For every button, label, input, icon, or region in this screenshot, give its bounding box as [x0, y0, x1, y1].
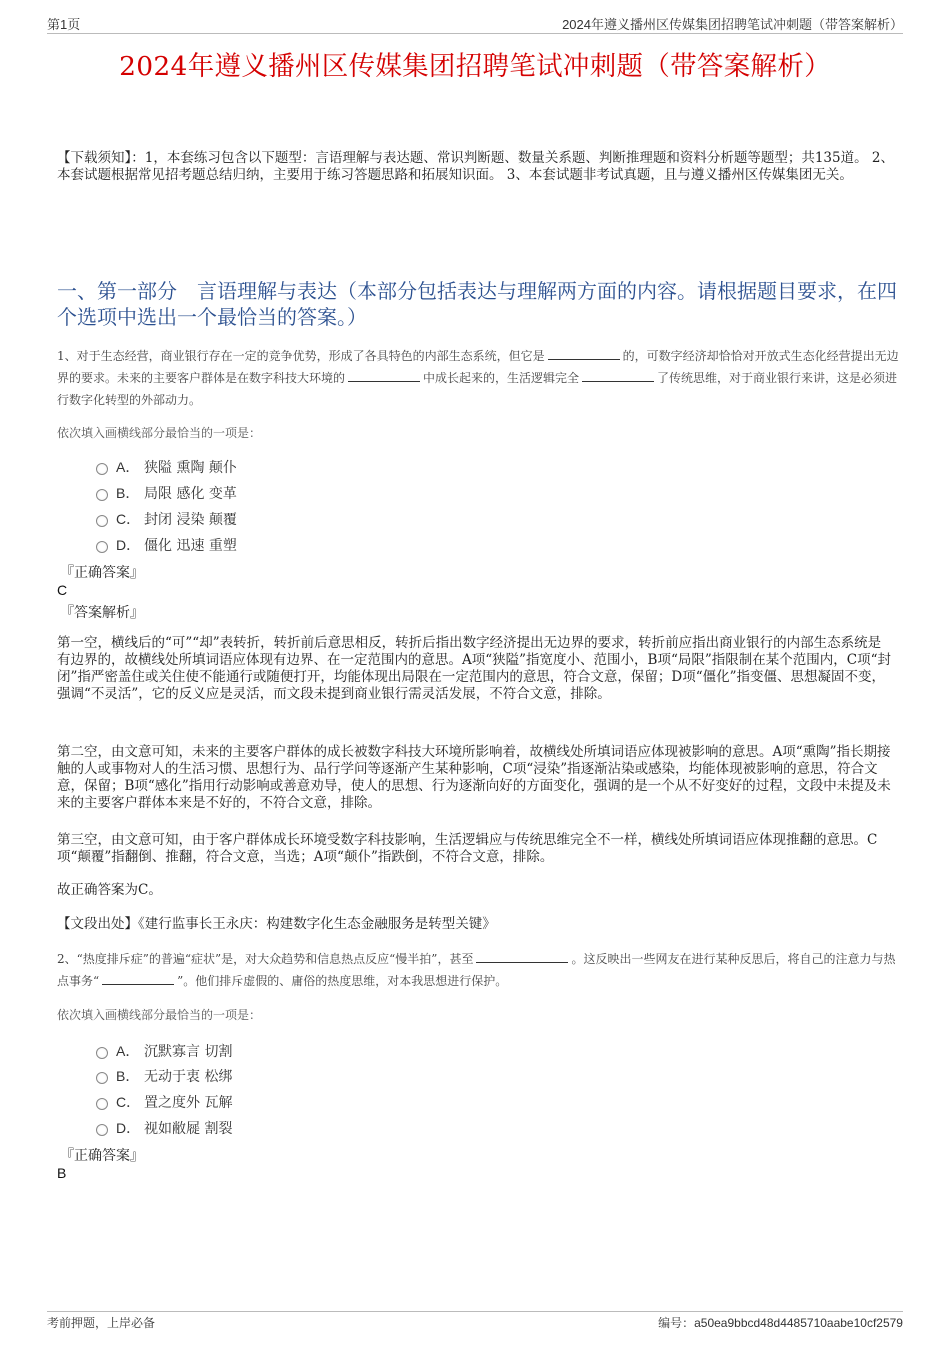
q1-option-b[interactable]: [96, 483, 237, 503]
q2-option-b[interactable]: [96, 1066, 232, 1086]
radio-icon[interactable]: [96, 541, 108, 553]
q2-text-part1: 2、“热度排斥症”的普遍“症状”是，对大众趋势和信息热点反应“慢半拍”，甚至: [57, 952, 474, 966]
option-text: 沉默寡言 切割: [144, 1044, 233, 1060]
q2-text-part2: 。这反映出一些网友在进行某种反思后，将自己的注意力与热点事务“: [57, 952, 896, 988]
q1-analysis-paragraph: 故正确答案为C。: [57, 882, 162, 898]
footer-slogan: 考前押题，上岸必备: [47, 1316, 156, 1330]
q1-option-a[interactable]: [96, 457, 237, 477]
radio-icon[interactable]: [96, 1072, 108, 1084]
page-number: 第1页: [47, 17, 81, 32]
option-text: 僵化 迅速 重塑: [144, 538, 237, 554]
header-doc-title: 2024年遵义播州区传媒集团招聘笔试冲刺题（带答案解析）: [562, 17, 903, 32]
q2-blank-2: [102, 973, 174, 985]
radio-icon[interactable]: [96, 1047, 108, 1059]
q1-answer: C: [57, 582, 68, 598]
question-2-stem: [57, 948, 902, 992]
section-heading: 一、第一部分 言语理解与表达（本部分包括表达与理解两方面的内容。请根据题目要求，在四个选项中选出一个最恰当的答案。）: [57, 279, 897, 329]
option-text: 视如敝屣 割裂: [144, 1121, 233, 1137]
q2-option-d[interactable]: [96, 1118, 232, 1138]
q1-text-part2: 的，可数字经济却恰恰对开放式生态化经营提出无边界的要求。未来的主要客户群体是在数字科技大环境的: [57, 349, 899, 385]
q1-blank-2: [348, 370, 420, 382]
q1-text-part4: 了传统思维，对于商业银行来讲，这是必须进行数字化转型的外部动力。: [57, 371, 898, 407]
q1-text-part3: 中成长起来的，生活逻辑完全: [423, 371, 580, 385]
footer-divider: [47, 1311, 903, 1312]
q1-analysis-label: 『答案解析』: [60, 605, 144, 621]
q1-option-c[interactable]: [96, 509, 237, 529]
radio-icon[interactable]: [96, 489, 108, 501]
option-letter: C．: [116, 1094, 141, 1110]
q2-answer: B: [57, 1165, 67, 1181]
option-text: 无动于衷 松绑: [144, 1069, 233, 1085]
q2-option-a[interactable]: [96, 1041, 232, 1061]
option-letter: D．: [116, 537, 141, 553]
option-letter: C．: [116, 511, 141, 527]
option-text: 封闭 浸染 颠覆: [144, 512, 237, 528]
option-text: 置之度外 瓦解: [144, 1095, 233, 1111]
header-divider: [47, 33, 903, 34]
footer-doc-id: 编号：a50ea9bbcd48d4485710aabe10cf2579: [658, 1316, 903, 1330]
q1-answer-label: 『正确答案』: [60, 565, 144, 581]
option-letter: A．: [116, 459, 140, 475]
radio-icon[interactable]: [96, 463, 108, 475]
option-letter: D．: [116, 1120, 141, 1136]
radio-icon[interactable]: [96, 515, 108, 527]
download-notice: 【下载须知】：1，本套练习包含以下题型：言语理解与表达题、常识判断题、数量关系题、判断推理题和资料分析题等题型；共135道。 2、本套试题根据常见招考题总结归纳，主要用于练习答题思路和拓展知识面。 3、本套试题非考试真题，且与遵义播州区传媒集团无关。: [57, 150, 894, 183]
radio-icon[interactable]: [96, 1098, 108, 1110]
option-text: 局限 感化 变革: [144, 486, 237, 502]
option-letter: B．: [116, 1068, 140, 1084]
radio-icon[interactable]: [96, 1124, 108, 1136]
q1-text-part1: 1、对于生态经营，商业银行存在一定的竞争优势，形成了各具特色的内部生态系统，但它是: [57, 349, 545, 363]
q1-analysis-paragraph: 第二空，由文意可知，未来的主要客户群体的成长被数字科技大环境所影响着，故横线处所填词语应体现被影响的意思。A项“熏陶”指长期接触的人或事物对人的生活习惯、思想行为、品行学问等逐渐产生某种影响，C项“浸染”指逐渐沾染或感染，均能体现被影响的意思，符合文意，保留；B项“感化”指用行动影响或善意劝导，使人的思想、行为逐渐向好的方面变化，强调的是一个从不好变好的过程，文段中未提及未来的主要客户群体本来是不好的，不符合文意，排除。: [57, 744, 891, 811]
q1-option-d[interactable]: [96, 535, 237, 555]
option-letter: A．: [116, 1043, 140, 1059]
q1-analysis-paragraph: 第一空，横线后的“可”“却”表转折，转折前后意思相反，转折后指出数字经济提出无边界的要求，转折前应指出商业银行的内部生态系统是有边界的，故横线处所填词语应体现有边界、在一定范围内的意思。A项“狭隘”指宽度小、范围小，B项“局限”指限制在某个范围内，C项“封闭”指严密盖住或关住使不能通行或随便打开，均能体现出局限在一定范围内的意思，符合文意，保留；D项“僵化”指变僵、思想凝固不变，强调“不灵活”，它的反义应是灵活，而文段未提到商业银行需灵活发展，不符合文意，排除。: [57, 635, 892, 702]
q2-text-part3: ”。他们排斥虚假的、庸俗的热度思维，对本我思想进行保护。: [177, 974, 508, 988]
q1-blank-3: [582, 370, 654, 382]
q1-source: 【文段出处】《建行监事长王永庆：构建数字化生态金融服务是转型关键》: [57, 916, 496, 932]
q2-instruction: 依次填入画横线部分最恰当的一项是：: [57, 1008, 262, 1022]
q1-blank-1: [548, 348, 620, 360]
q1-analysis-paragraph: 第三空，由文意可知，由于客户群体成长环境受数字科技影响，生活逻辑应与传统思维完全不一样，横线处所填词语应体现推翻的意思。C项“颠覆”指翻倒、推翻，符合文意，当选；A项“颠仆”指跌倒，不符合文意，排除。: [57, 832, 878, 865]
option-letter: B．: [116, 485, 140, 501]
question-1-stem: [57, 345, 902, 411]
q2-option-c[interactable]: [96, 1092, 232, 1112]
q2-answer-label: 『正确答案』: [60, 1148, 144, 1164]
page-title: 2024年遵义播州区传媒集团招聘笔试冲刺题（带答案解析）: [119, 51, 831, 82]
q1-instruction: 依次填入画横线部分最恰当的一项是：: [57, 426, 262, 440]
option-text: 狭隘 熏陶 颠仆: [144, 460, 237, 476]
q2-blank-1: [476, 951, 568, 963]
